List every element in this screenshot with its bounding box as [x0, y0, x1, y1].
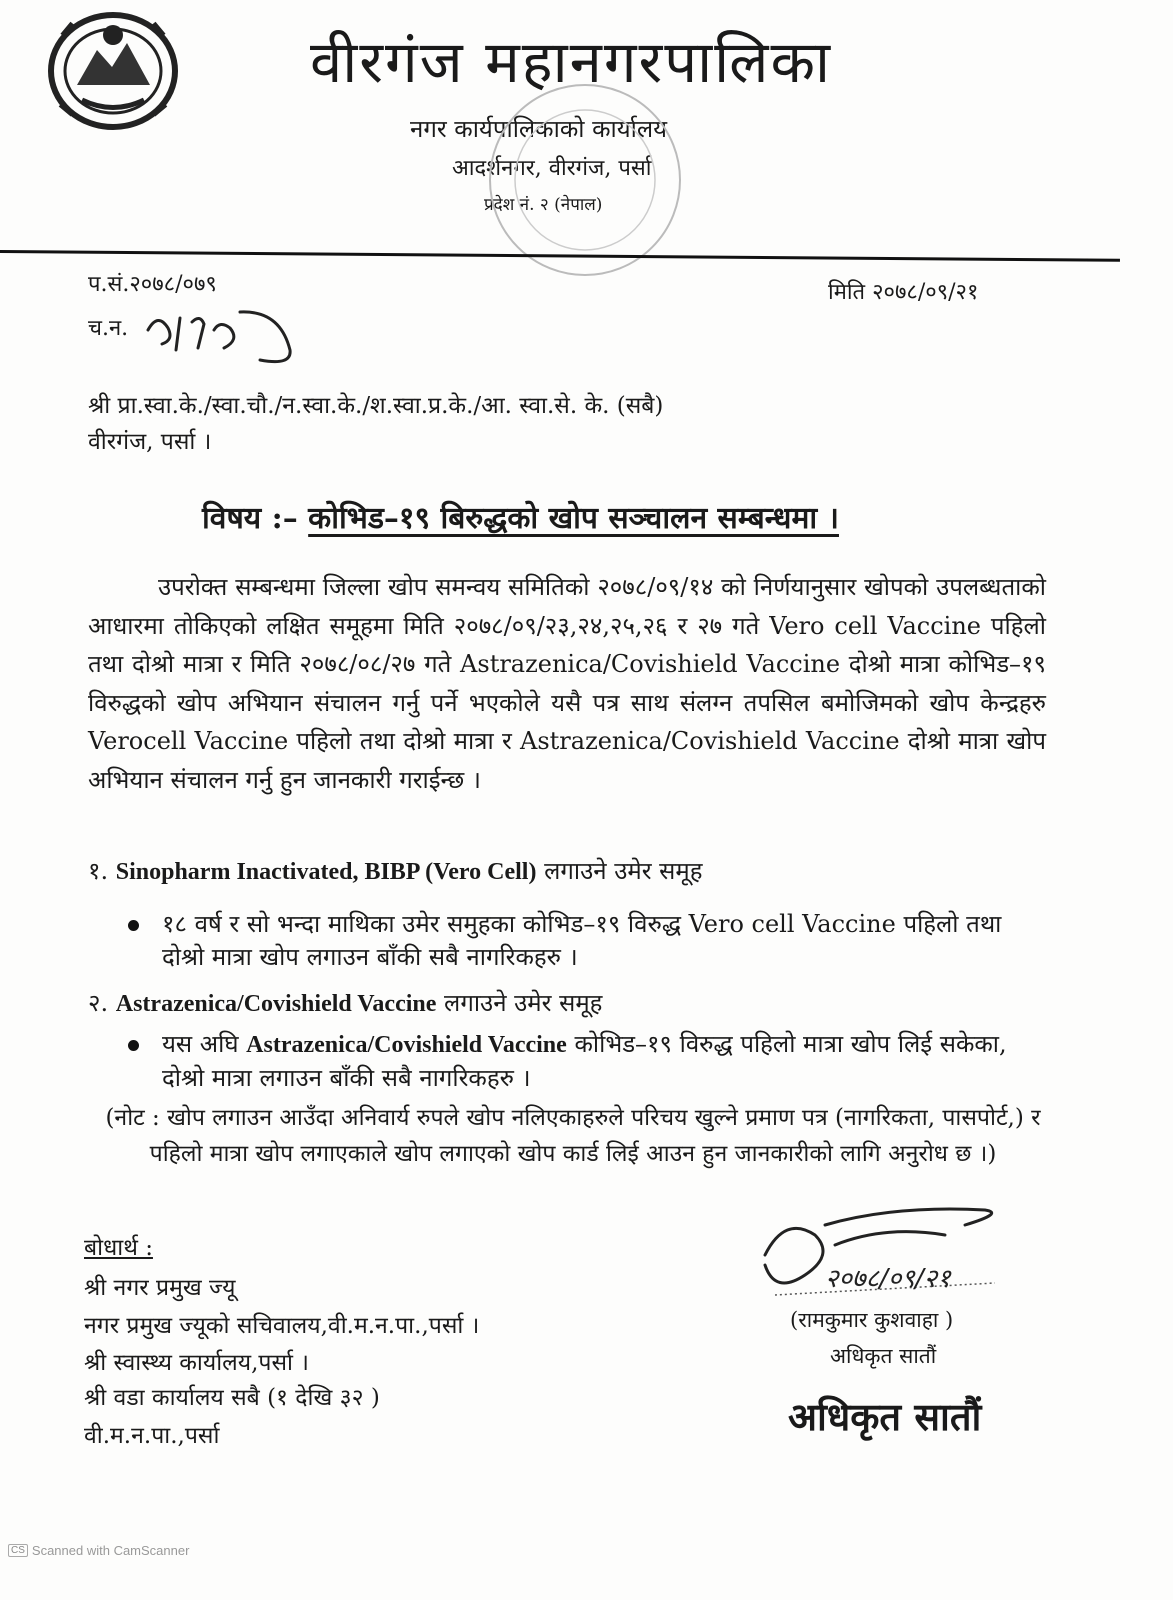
- item-1-heading: [88, 854, 702, 887]
- item-2-bullet: [128, 1028, 1048, 1095]
- item-1-bullet: [128, 908, 1048, 974]
- rank-stamp: अधिकृत सातौं: [788, 1394, 982, 1439]
- item-2-bullet-pre: यस अघि: [162, 1030, 239, 1058]
- bullet-icon: [128, 920, 139, 931]
- cc-line: श्री नगर प्रमुख ज्यू: [84, 1275, 236, 1301]
- signature-date: २०७८/०९/२१: [825, 1264, 951, 1294]
- item-2-bullet-vaccine: Astrazenica/Covishield Vaccine: [246, 1032, 567, 1058]
- letter-date: मिति २०७८/०९/२१: [828, 280, 979, 305]
- municipality-title: वीरगंज महानगरपालिका: [310, 28, 833, 96]
- item-2-heading: [88, 986, 602, 1019]
- recipient-line-1: श्री प्रा.स्वा.के./स्वा.चौ./न.स्वा.के./श.स्वा.प्र.के./आ. स्वा.से. के. (सबै): [88, 393, 664, 419]
- cc-line: श्री वडा कार्यालय सबै (१ देखि ३२ ): [84, 1385, 380, 1411]
- item-2-number: २.: [88, 989, 109, 1017]
- scanner-text: Scanned with CamScanner: [31, 1543, 190, 1558]
- province-line: प्रदेश नं. २ (नेपाल): [484, 195, 603, 215]
- cc-heading: बोधार्थ :: [84, 1235, 153, 1261]
- camscanner-icon: CS: [8, 1544, 28, 1557]
- signatory-name: (रामकुमार कुशवाहा ): [790, 1308, 954, 1332]
- body-paragraph: उपरोक्त सम्बन्धमा जिल्ला खोप समन्वय समितिको २०७८/०९/१४ को निर्णयानुसार खोपको उपलब्धताको आधारमा तोकिएको लक्षित समूहमा मिति २०७८/०९/२३,२४,२५,२६ र २७ गते Vero cell Vaccine पहिलो तथा दोश्रो मात्रा र मिति २०७८/०८/२७ गते Astrazenica/Covishield Vaccine दोश्रो मात्रा कोभिड–१९ विरुद्धको खोप अभियान संचालन गर्नु पर्ने भएकोले यसै पत्र साथ संलग्न तपसिल बमोजिमको खोप केन्द्रहरु Verocell Vaccine पहिलो तथा दोश्रो मात्रा र Astrazenica/Covishield Vaccine दोश्रो मात्रा खोप अभियान संचालन गर्नु हुन जानकारी गराईन्छ ।: [88, 573, 1046, 794]
- item-1-number: १.: [88, 857, 109, 885]
- subject-label: विषय :–: [202, 501, 298, 536]
- scanner-watermark: [8, 1543, 189, 1558]
- handwritten-dispatch-number: [140, 300, 310, 370]
- item-1-vaccine: Sinopharm Inactivated, BIBP (Vero Cell): [115, 859, 537, 885]
- item-1-heading-rest: लगाउने उमेर समूह: [544, 857, 703, 885]
- cc-line: श्री स्वास्थ्य कार्यालय,पर्सा ।: [84, 1350, 310, 1376]
- dispatch-label: च.न.: [88, 316, 129, 341]
- item-2-bullet-text: [128, 1028, 1048, 1095]
- item-1-bullet-text: १८ वर्ष र सो भन्दा माथिका उमेर समुहका कोभिड–१९ विरुद्ध Vero cell Vaccine पहिलो तथा दोश्रो मात्रा खोप लगाउन बाँकी सबै नागरिकहरु ।: [162, 910, 1002, 971]
- office-address: आदर्शनगर, वीरगंज, पर्सा: [452, 156, 652, 181]
- bullet-icon: [128, 1040, 139, 1051]
- signature-icon: [745, 1195, 1025, 1305]
- subject-line: [202, 496, 839, 537]
- signatory-title: अधिकृत सातौं: [830, 1344, 937, 1368]
- note-paragraph: (नोट : खोप लगाउन आउँदा अनिवार्य रुपले खोप नलिएकाहरुले परिचय खुल्ने प्रमाण पत्र (नागरिकता, पासपोर्ट,) र पहिलो मात्रा खोप लगाएकाले खोप लगाएको खोप कार्ड लिई आउन हुन जानकारीको लागि अनुरोध छ ।): [105, 1105, 1041, 1167]
- subject-text: कोभिड–१९ बिरुद्धको खोप सञ्चालन सम्बन्धमा ।: [308, 501, 839, 536]
- nepal-emblem-icon: [42, 5, 184, 133]
- office-name: नगर कार्यपालिकाको कार्यालय: [410, 115, 668, 143]
- item-2-bullet-post: कोभिड–१९ विरुद्ध पहिलो मात्रा खोप लिई सकेका, दोश्रो मात्रा लगाउन बाँकी सबै नागरिकहरु ।: [162, 1030, 1007, 1092]
- item-2-heading-rest: लगाउने उमेर समूह: [444, 989, 603, 1017]
- cc-line: वी.म.न.पा.,पर्सा: [84, 1423, 220, 1449]
- reference-number: प.सं.२०७८/०७९: [88, 272, 217, 297]
- item-2-vaccine: Astrazenica/Covishield Vaccine: [115, 991, 437, 1017]
- cc-line: नगर प्रमुख ज्यूको सचिवालय,वी.म.न.पा.,पर्सा ।: [84, 1313, 480, 1339]
- recipient-line-2: वीरगंज, पर्सा ।: [88, 429, 212, 455]
